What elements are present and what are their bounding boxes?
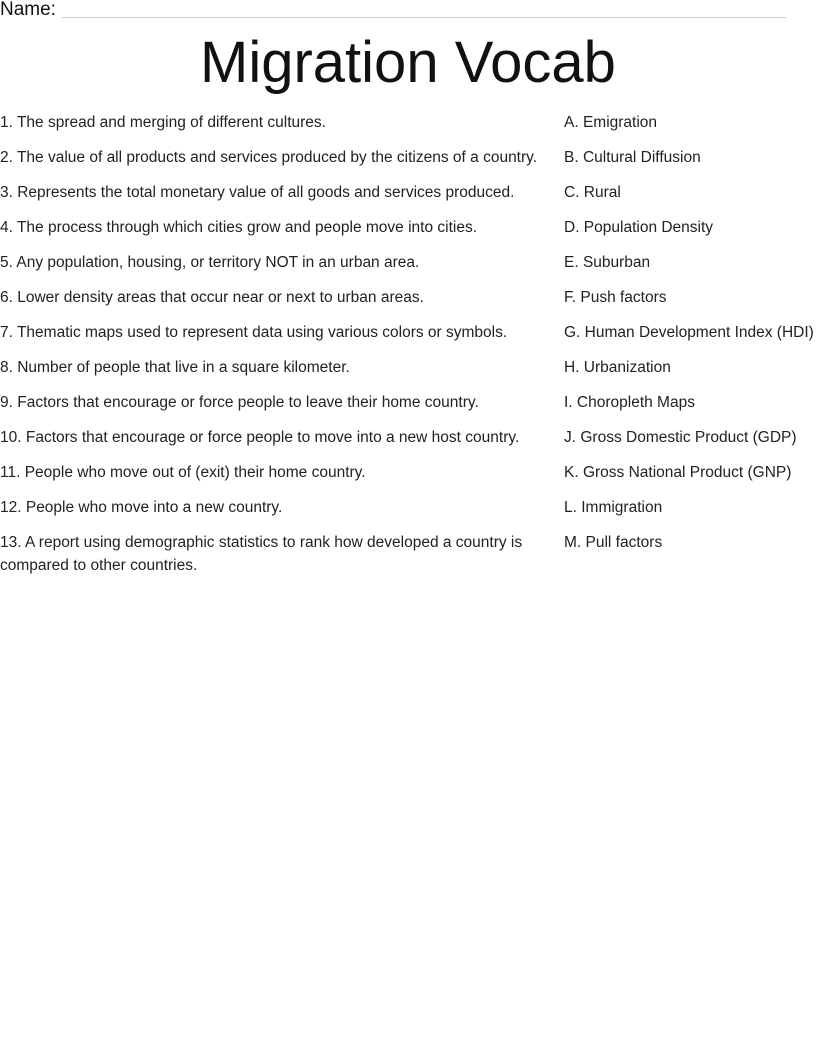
matching-row (0, 496, 816, 519)
clue-text: 11. People who move out of (exit) their home country. (0, 464, 366, 481)
clue-text: 8. Number of people that live in a square kilometer. (0, 359, 350, 376)
matching-row (0, 461, 816, 484)
page-title: Migration Vocab (200, 30, 616, 95)
clue-text: 1. The spread and merging of different cultures. (0, 114, 326, 131)
answer-option: C. Rural (564, 184, 621, 201)
clue-text: 4. The process through which cities grow and people move into cities. (0, 219, 478, 236)
matching-row (0, 321, 816, 344)
clue-text: 9. Factors that encourage or force people to leave their home country. (0, 394, 479, 411)
clue-text: 13. A report using demographic statistics to rank how developed a country is compared to other countries. (0, 534, 523, 574)
matching-row (0, 216, 816, 239)
clue-text: 7. Thematic maps used to represent data using various colors or symbols. (0, 324, 508, 341)
answer-option: F. Push factors (564, 289, 667, 306)
matching-row (0, 391, 816, 414)
answer-option: B. Cultural Diffusion (564, 149, 701, 166)
matching-row (0, 531, 816, 577)
matching-row (0, 426, 816, 449)
answer-option: K. Gross National Product (GNP) (564, 464, 792, 481)
answer-option: D. Population Density (564, 219, 714, 236)
matching-row (0, 181, 816, 204)
answer-option: E. Suburban (564, 254, 651, 271)
clue-text: 5. Any population, housing, or territory NOT in an urban area. (0, 254, 420, 271)
clue-text: 10. Factors that encourage or force people to move into a new host country. (0, 429, 520, 446)
matching-row (0, 251, 816, 274)
matching-row (0, 111, 816, 134)
answer-option: L. Immigration (564, 499, 663, 516)
name-label: Name: (0, 0, 56, 20)
clue-text: 6. Lower density areas that occur near or next to urban areas. (0, 289, 424, 306)
name-field[interactable] (0, 0, 790, 22)
answer-option: A. Emigration (564, 114, 658, 131)
answer-option: J. Gross Domestic Product (GDP) (564, 429, 797, 446)
answer-option: G. Human Development Index (HDI) (564, 324, 814, 341)
matching-row (0, 286, 816, 309)
answer-option: I. Choropleth Maps (564, 394, 695, 411)
clue-text: 2. The value of all products and services produced by the citizens of a country. (0, 149, 538, 166)
matching-row (0, 356, 816, 379)
clue-text: 12. People who move into a new country. (0, 499, 283, 516)
matching-worksheet (0, 111, 816, 589)
matching-row (0, 146, 816, 169)
answer-option: M. Pull factors (564, 534, 663, 551)
clue-text: 3. Represents the total monetary value of all goods and services produced. (0, 184, 515, 201)
name-input-line[interactable] (62, 17, 786, 18)
answer-option: H. Urbanization (564, 359, 671, 376)
